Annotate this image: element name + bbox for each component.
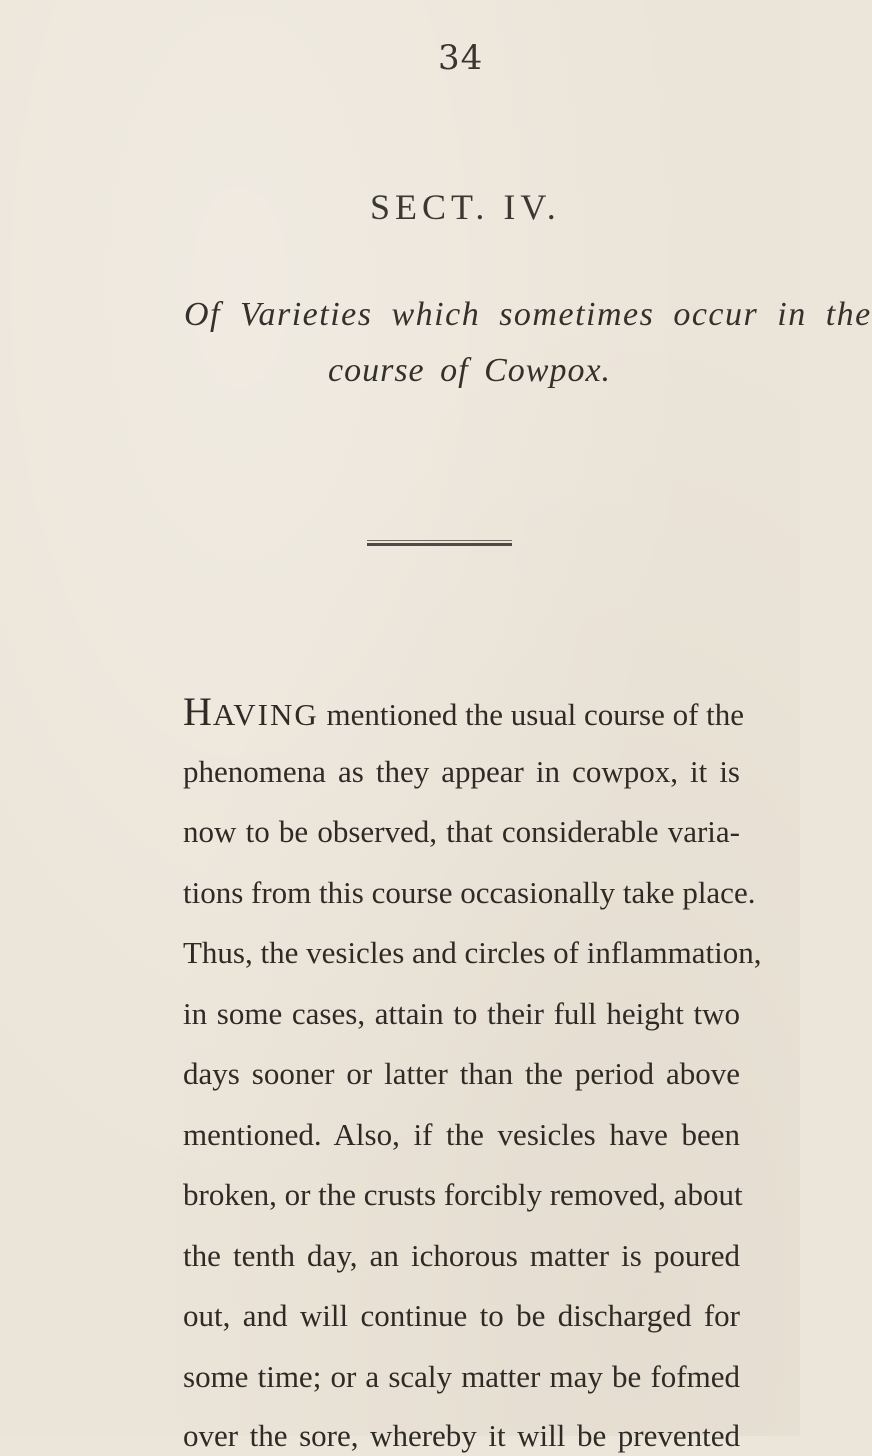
section-heading: SECT. IV. xyxy=(370,187,561,227)
body-text-line: phenomena as they appear in cowpox, it is xyxy=(183,754,740,789)
body-text-line-rest: mentioned the usual course of the xyxy=(318,697,745,732)
body-text-line: in some cases, attain to their full height two xyxy=(183,996,740,1031)
section-subtitle-line: Of Varieties which sometimes occur in the xyxy=(184,296,872,333)
body-text-line: over the sore, whereby it will be prevented xyxy=(183,1418,740,1453)
section-subtitle-line: course of Cowpox. xyxy=(328,352,612,389)
body-text-line: the tenth day, an ichorous matter is poured xyxy=(183,1238,740,1273)
body-text-line: mentioned. Also, if the vesicles have been xyxy=(183,1117,740,1152)
body-text-line xyxy=(183,689,745,735)
body-text-line: tions from this course occasionally take place. xyxy=(183,875,756,910)
page-number: 34 xyxy=(438,38,484,78)
body-text-line: some time; or a scaly matter may be fofmed xyxy=(183,1359,740,1394)
body-text-line: now to be observed, that considerable varia- xyxy=(183,814,740,849)
opening-smallcaps: AVING xyxy=(212,697,319,732)
ornamental-rule-thick xyxy=(367,543,512,546)
body-text-line: out, and will continue to be discharged for xyxy=(183,1298,740,1333)
body-text-line: broken, or the crusts forcibly removed, about xyxy=(183,1177,743,1212)
opening-initial: H xyxy=(183,689,213,734)
body-text-line: days sooner or latter than the period above xyxy=(183,1056,740,1091)
body-text-line: Thus, the vesicles and circles of inflammation, xyxy=(183,935,762,970)
ornamental-rule-thin xyxy=(367,540,512,541)
